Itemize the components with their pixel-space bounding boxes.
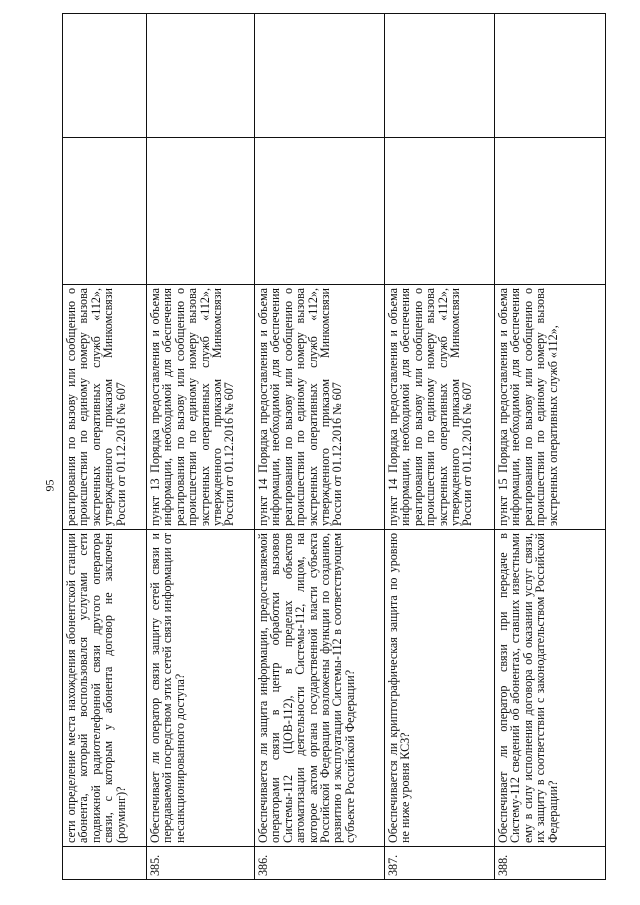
answer-cell xyxy=(63,138,147,285)
answer-cell xyxy=(385,138,495,285)
question-text: Обеспечивает ли оператор связи защиту сетей связи и передаваемой посредством этих сетей связи информации от несанкционированного доступа? xyxy=(148,533,187,843)
checklist-table xyxy=(62,13,606,880)
legal-basis-cell xyxy=(255,285,385,530)
question-text: сети определение места нахождения абонентской станции абонента, который воспользовался услугами сети подвижной радиотелефонной связи другого оператора связи, с которым у абонента договор не заключен (роуминг)? xyxy=(64,533,128,843)
legal-basis-text: пункт 14 Порядка предоставления и объема информации, необходимой для обеспечения реагирования по вызову или сообщению о происшествии по единому номеру вызова экстренных оперативных служб «112», утвержденного приказом Минкомсвязи России от 01.12.2016 № 607 xyxy=(256,288,345,526)
note-cell xyxy=(147,14,255,138)
rotated-table-wrapper xyxy=(62,27,605,880)
question-cell xyxy=(255,530,385,847)
table-row xyxy=(385,14,495,880)
table-row xyxy=(147,14,255,880)
legal-basis-cell xyxy=(385,285,495,530)
legal-basis-text: пункт 15 Порядка предоставления и объема информации, необходимой для обеспечения реагирования по вызову или сообщению о происшествии по единому номеру вызова экстренных оперативных служб «112», xyxy=(496,288,560,526)
row-number xyxy=(63,847,147,880)
note-cell xyxy=(385,14,495,138)
note-cell xyxy=(495,14,606,138)
legal-basis-text: пункт 14 Порядка предоставления и объема информации, необходимой для обеспечения реагирования по вызову или сообщению о происшествии по единому номеру вызова экстренных оперативных служб «112», утвержденного приказом Минкомсвязи России от 01.12.2016 № 607 xyxy=(386,288,475,526)
question-cell xyxy=(385,530,495,847)
question-cell xyxy=(147,530,255,847)
answer-cell xyxy=(147,138,255,285)
row-number: 385. xyxy=(147,847,255,880)
question-text: Обеспечивается ли защита информации, предоставляемой операторами связи в центр обработки вызовов Системы-112 (ЦОВ-112), в пределах объектов автоматизации деятельности Системы-112, лицом, на которое актом органа государственной власти субъекта Российской Федерации возложены функции по созданию, развитию и эксплуатации Системы-112 в соответствующем субъекте Российской Федерации? xyxy=(256,533,357,843)
answer-cell xyxy=(495,138,606,285)
note-cell xyxy=(255,14,385,138)
table-row xyxy=(495,14,606,880)
legal-basis-cell xyxy=(147,285,255,530)
question-cell xyxy=(495,530,606,847)
row-number: 387. xyxy=(385,847,495,880)
legal-basis-text: реагирования по вызову или сообщению о происшествии по единому номеру вызова экстренных оперативных служб «112», утвержденного приказом Минкомсвязи России от 01.12.2016 № 607 xyxy=(64,288,128,526)
legal-basis-cell xyxy=(495,285,606,530)
row-number: 388. xyxy=(495,847,606,880)
question-cell xyxy=(63,530,147,847)
row-number: 386. xyxy=(255,847,385,880)
table-row xyxy=(63,14,147,880)
answer-cell xyxy=(255,138,385,285)
note-cell xyxy=(63,14,147,138)
question-text: Обеспечивает ли оператор связи при передаче в Систему-112 сведений об абонентах, ставших известными ему в силу исполнения договора об оказании услуг связи, их защиту в соответствии с законодательством Российской Федерации? xyxy=(496,533,560,843)
page-number: 95 xyxy=(42,479,57,492)
table-row xyxy=(255,14,385,880)
question-text: Обеспечивается ли криптографическая защита по уровню не ниже уровня КС3? xyxy=(386,533,413,843)
legal-basis-text: пункт 13 Порядка предоставления и объема информации, необходимой для обеспечения реагирования по вызову или сообщению о происшествии по единому номеру вызова экстренных оперативных служб «112», утвержденного приказом Минкомсвязи России от 01.12.2016 № 607 xyxy=(148,288,237,526)
legal-basis-cell xyxy=(63,285,147,530)
